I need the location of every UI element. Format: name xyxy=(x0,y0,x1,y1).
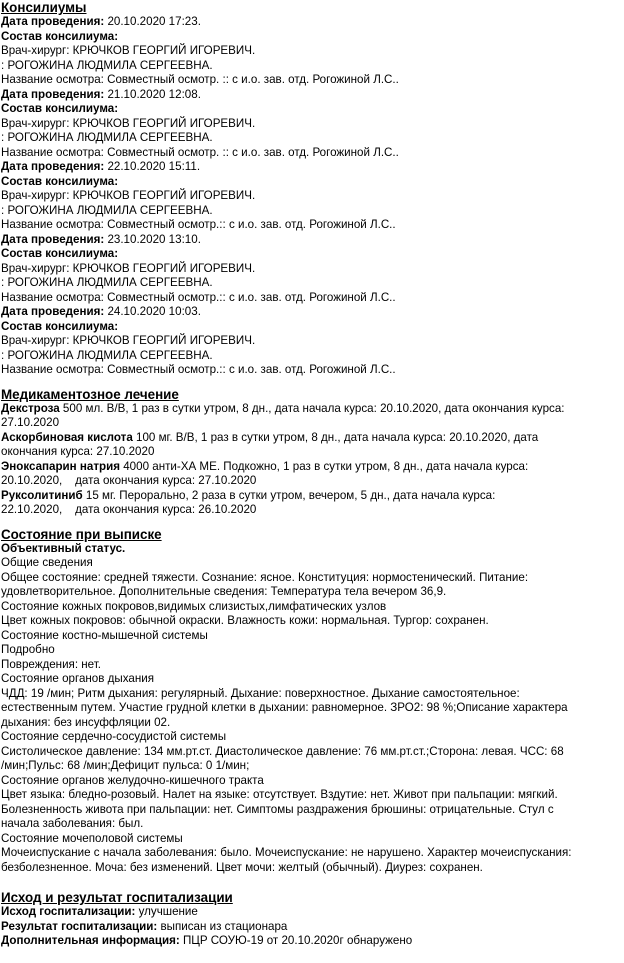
result-value: выписан из стационара xyxy=(157,919,288,933)
consilium-exam-name: Название осмотра: Совместный осмотр.:: с и.о. зав. отд. Рогожиной Л.С.. xyxy=(1,218,396,231)
consilium-member: : РОГОЖИНА ЛЮДМИЛА СЕРГЕЕВНА. xyxy=(1,58,213,72)
cardio-header: Состояние сердечно-сосудистой системы xyxy=(1,730,227,743)
consilium-surgeon: Врач-хирург: КРЮЧКОВ ГЕОРГИЙ ИГОРЕВИЧ. xyxy=(1,189,256,202)
date-label: Дата проведения: xyxy=(1,160,105,173)
medication-details: 500 мл. В/В, 1 раз в сутки утром, 8 дн., дата начала курса: 20.10.2020, дата окончания курса: xyxy=(59,401,565,415)
consilium-exam-name: Название осмотра: Совместный осмотр.:: с и.о. зав. отд. Рогожиной Л.С.. xyxy=(1,363,396,376)
section-title-consiliums: Консилиумы xyxy=(1,0,87,15)
medication-details-cont: 20.10.2020, дата окончания курса: 27.10.2020 xyxy=(1,474,257,487)
gi-header: Состояние органов желудочно-кишечного тракта xyxy=(1,773,264,787)
date-label: Дата проведения: xyxy=(1,87,105,101)
gi-text: Цвет языка: бледно-розовый. Налет на языке: отсутствует. Вздутие: нет. Живот при пальпации: мягкий. xyxy=(1,788,558,801)
result-label: Результат госпитализации: xyxy=(1,919,158,933)
gi-text: Болезненность живота при пальпации: нет. Симптомы раздражения брюшины: отрицательные. Стул с xyxy=(1,802,554,816)
bone-header: Состояние костно-мышечной системы xyxy=(1,628,208,642)
consilium-exam-name: Название осмотра: Совместный осмотр.:: с и.о. зав. отд. Рогожиной Л.С.. xyxy=(1,290,396,304)
objective-status-label: Объективный статус. xyxy=(1,541,126,555)
consilium-date: 20.10.2020 17:23. xyxy=(104,15,201,28)
composition-label: Состав консилиума: xyxy=(1,102,119,115)
extra-info-label: Дополнительная информация: xyxy=(1,934,180,947)
composition-label: Состав консилиума: xyxy=(1,247,119,260)
composition-label: Состав консилиума: xyxy=(1,29,119,43)
date-label: Дата проведения: xyxy=(1,232,105,246)
extra-info-value: ПЦР СОУЮ-19 от 20.10.2020г обнаружено xyxy=(179,934,413,947)
uro-text: безболезненное. Моча: без изменений. Цвет мочи: желтый (обычный). Диурез: сохранен. xyxy=(1,860,483,874)
consilium-member: : РОГОЖИНА ЛЮДМИЛА СЕРГЕЕВНА. xyxy=(1,131,213,144)
medication-details-cont: окончания курса: 27.10.2020 xyxy=(1,445,155,458)
resp-header: Состояние органов дыхания xyxy=(1,672,154,685)
consilium-member: : РОГОЖИНА ЛЮДМИЛА СЕРГЕЕВНА. xyxy=(1,203,213,217)
consilium-entry xyxy=(1,233,623,306)
bone-detail: Подробно xyxy=(1,643,55,656)
cardio-text: Систолическое давление: 134 мм.рт.ст. Диастолическое давление: 76 мм.рт.ст.;Сторона: левая. ЧСС: 68 xyxy=(1,744,564,758)
consilium-surgeon: Врач-хирург: КРЮЧКОВ ГЕОРГИЙ ИГОРЕВИЧ. xyxy=(1,334,256,347)
consilium-date: 23.10.2020 13:10. xyxy=(104,232,201,246)
skin-header: Состояние кожных покровов,видимых слизистых,лимфатических узлов xyxy=(1,599,387,613)
date-label: Дата проведения: xyxy=(1,305,105,318)
medication-name: Руксолитиниб xyxy=(1,488,83,502)
consilium-surgeon: Врач-хирург: КРЮЧКОВ ГЕОРГИЙ ИГОРЕВИЧ. xyxy=(1,116,256,130)
date-label: Дата проведения: xyxy=(1,15,105,28)
consilium-entry xyxy=(1,160,623,233)
consilium-date: 22.10.2020 15:11. xyxy=(104,160,201,173)
medication-name: Декстроза xyxy=(1,401,60,415)
medication-details: 4000 анти-ХА МЕ. Подкожно, 1 раз в сутки утром, 8 дн., дата начала курса: xyxy=(120,459,529,473)
medication-details-cont: 22.10.2020, дата окончания курса: 26.10.2020 xyxy=(1,503,257,516)
resp-text: естественным путем. Участие грудной клетки в дыхании: равномерное. ЗРО2: 98 %;Описание характера xyxy=(1,701,568,714)
resp-text: ЧДД: 19 /мин; Ритм дыхания: регулярный. Дыхание: поверхностное. Дыхание самостоятельное: xyxy=(1,686,520,700)
section-title-outcome: Исход и результат госпитализации xyxy=(1,890,233,905)
medication-details: 100 мг. В/В, 1 раз в сутки утром, 8 дн., дата начала курса: 20.10.2020, дата xyxy=(132,430,539,444)
consilium-surgeon: Врач-хирург: КРЮЧКОВ ГЕОРГИЙ ИГОРЕВИЧ. xyxy=(1,44,256,57)
consilium-entry xyxy=(1,88,623,161)
consilium-entry xyxy=(1,305,623,378)
medication-details-cont: 27.10.2020 xyxy=(1,416,60,429)
consilium-exam-name: Название осмотра: Совместный осмотр. :: с и.о. зав. отд. Рогожиной Л.С.. xyxy=(1,145,399,159)
cardio-text: /мин;Пульс: 68 /мин;Дефицит пульса: 0 1/мин; xyxy=(1,759,250,772)
consilium-entry xyxy=(1,15,623,88)
bone-damage: Повреждения: нет. xyxy=(1,657,101,671)
general-state-text: удовлетворительное. Дополнительные сведения: Температура тела вечером 36,9. xyxy=(1,585,447,598)
gi-text: начала заболевания: был. xyxy=(1,817,144,830)
section-title-medications: Медикаментозное лечение xyxy=(1,386,179,402)
resp-text: дыхания: без инсуффляции 02. xyxy=(1,715,171,729)
uro-text: Мочеиспускание с начала заболевания: было. Мочеиспускание: не нарушено. Характер мочеиспускания: xyxy=(1,846,572,859)
consilium-date: 24.10.2020 10:03. xyxy=(104,305,201,318)
section-title-discharge: Состояние при выписке xyxy=(1,526,162,542)
composition-label: Состав консилиума: xyxy=(1,174,119,188)
medication-item xyxy=(1,460,623,489)
medication-item xyxy=(1,402,623,431)
general-state-text: Общее состояние: средней тяжести. Сознание: ясное. Конституция: нормостенический. Питание: xyxy=(1,570,529,584)
consilium-exam-name: Название осмотра: Совместный осмотр. :: с и.о. зав. отд. Рогожиной Л.С.. xyxy=(1,73,399,86)
medication-details: 15 мг. Перорально, 2 раза в сутки утром, вечером, 5 дн., дата начала курса: xyxy=(82,488,496,502)
medication-name: Эноксапарин натрия xyxy=(1,459,121,473)
consilium-member: : РОГОЖИНА ЛЮДМИЛА СЕРГЕЕВНА. xyxy=(1,348,213,362)
consilium-date: 21.10.2020 12:08. xyxy=(104,87,201,101)
general-info-header: Общие сведения xyxy=(1,556,93,569)
outcome-label: Исход госпитализации: xyxy=(1,905,136,918)
composition-label: Состав консилиума: xyxy=(1,319,119,333)
medication-item xyxy=(1,431,623,460)
consilium-surgeon: Врач-хирург: КРЮЧКОВ ГЕОРГИЙ ИГОРЕВИЧ. xyxy=(1,261,256,275)
skin-text: Цвет кожных покровов: обычной окраски. Влажность кожи: нормальная. Тургор: сохранен. xyxy=(1,614,489,627)
uro-header: Состояние мочеполовой системы xyxy=(1,831,183,845)
consilium-member: : РОГОЖИНА ЛЮДМИЛА СЕРГЕЕВНА. xyxy=(1,276,213,289)
outcome-value: улучшение xyxy=(135,905,198,918)
medication-item xyxy=(1,489,623,518)
medication-name: Аскорбиновая кислота xyxy=(1,430,133,444)
